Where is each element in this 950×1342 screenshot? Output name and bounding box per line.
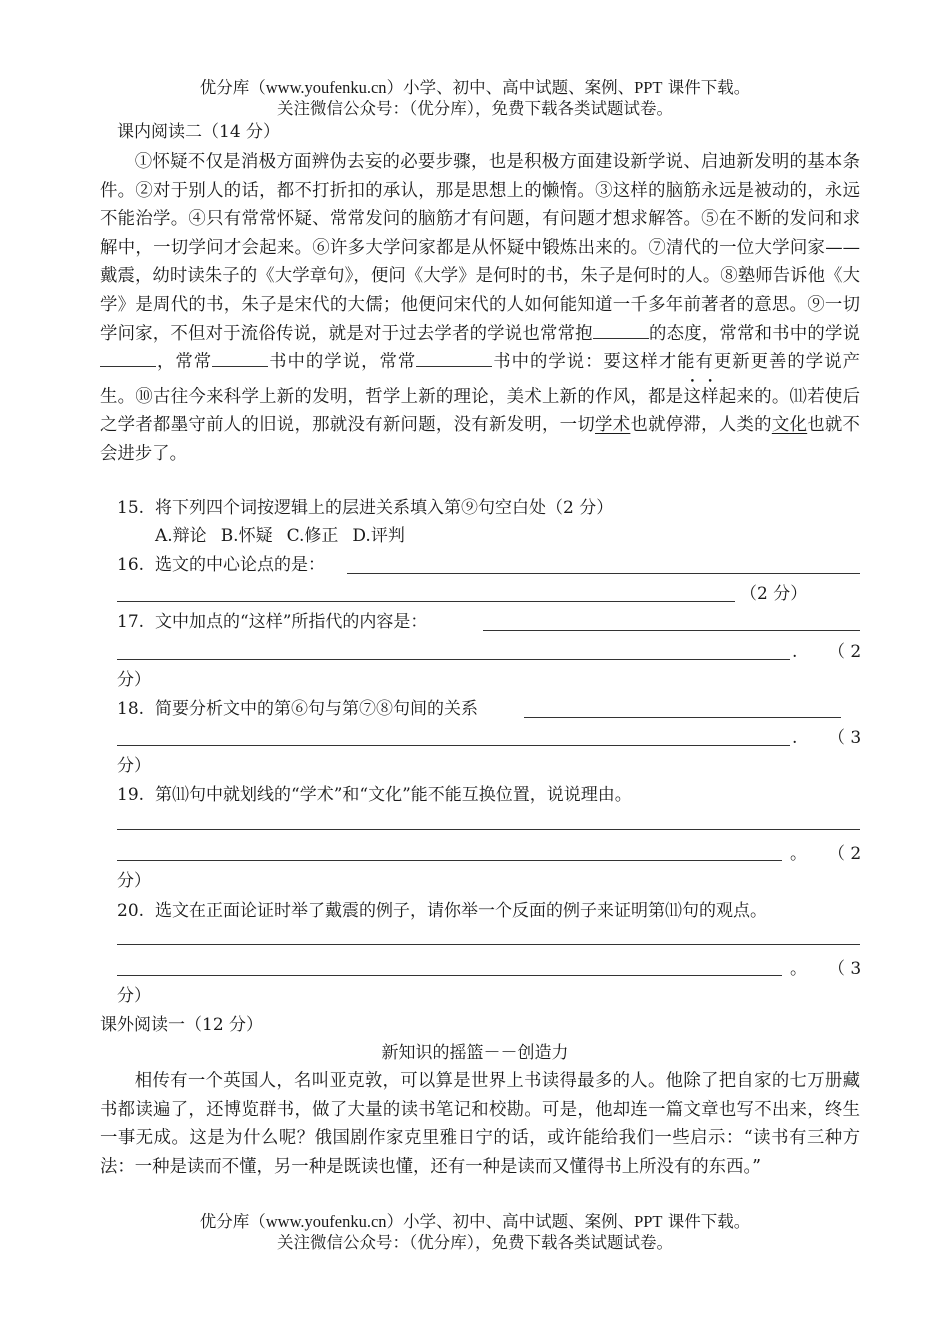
article-paragraph: 相传有一个英国人，名叫亚克敦，可以算是世界上书读得最多的人。他除了把自家的七万册藏书都读遍了，还博览群书，做了大量的读书笔记和校勘。可是，他却连一篇文章也写不出来，终生一事无成。这是为什么呢？俄国剧作家克里雅日宁的话，或许能给我们一些启示：“读书有三种方法：一种是读而不懂，另一种是既读也懂，还有一种是读而又懂得书上所没有的东西。” [100,1071,860,1177]
fill-blank [212,350,268,367]
question-number: 18. [117,699,145,719]
section-title: 课外阅读一（12 分） [100,1015,264,1035]
option-a: A.辩论 [155,526,207,546]
question-18 [117,695,478,723]
footer-url: www.youfenku.cn [265,1212,387,1231]
passage-text: ，常常 [156,352,213,373]
fill-blank [416,350,492,367]
question-16 [117,551,325,579]
line-end: 。 [790,844,807,864]
question-number: 16. [117,555,145,575]
score-label: （ 2 [828,642,862,662]
answer-line[interactable] [117,829,860,830]
option-c: C.修正 [286,526,339,546]
question-text: 文中加点的“这样”所指代的内容是： [155,612,428,632]
header-text: 优分库（ [199,78,266,97]
score-label: （ 3 [828,959,862,979]
passage-text: 也就不会进步了。 [100,415,860,464]
answer-line[interactable] [524,717,841,718]
question-text: 将下列四个词按逻辑上的层进关系填入第⑨句空白处（2 分） [155,498,614,518]
score-label: （2 分） [740,584,808,604]
question-20 [117,897,767,925]
passage-text: 也就停滞，人类的 [630,415,772,436]
passage-text: 书中的学说，常常 [268,352,417,373]
answer-line[interactable] [117,659,790,660]
question-15 [117,494,613,522]
header-line-1 [0,77,950,98]
header-url: www.youfenku.cn [265,78,387,97]
passage-text: 起来的。⑾若使后之学者都墨守前人的旧说，那就没有新问题，没有新发明，一切 [100,386,860,436]
fill-blank [593,322,649,339]
question-number: 15. [117,498,145,518]
question-number: 19. [117,785,145,805]
question-text: 选文的中心论点的是： [155,555,325,575]
dotted-word: 这样 [683,386,719,407]
footer-text: PPT [634,1212,663,1231]
line-end: . [792,642,798,662]
header-text: ）小学、初中、高中试题、案例、 [386,78,635,97]
question-17 [117,608,427,636]
question-19 [117,781,632,809]
score-label: 分） [117,670,151,690]
footer-text: 课件下载。 [662,1212,751,1231]
question-number: 17. [117,612,145,632]
question-text: 第⑾句中就划线的“学术”和“文化”能不能互换位置，说说理由。 [155,785,632,805]
underlined-word: 文化 [771,415,808,436]
reading-passage [100,148,860,469]
option-d: D.评判 [352,526,405,546]
q15-options [155,522,419,550]
score-label: （ 2 [828,844,862,864]
option-b: B.怀疑 [220,526,273,546]
line-end: 。 [790,959,807,979]
answer-line[interactable] [483,630,860,631]
answer-line[interactable] [117,745,790,746]
score-label: （ 3 [828,728,862,748]
line-end: . [792,728,798,748]
answer-line[interactable] [347,573,860,574]
question-text: 选文在正面论证时举了戴震的例子，请你举一个反面的例子来证明第⑾句的观点。 [155,901,767,921]
answer-line[interactable] [117,944,860,945]
passage-text: 的态度，常常和书中的学说 [648,323,860,344]
section-title: 课内阅读二（14 分） [117,122,281,142]
question-number: 20. [117,901,145,921]
passage-text: ①怀疑不仅是消极方面辨伪去妄的必要步骤，也是积极方面建设新学说、启迪新发明的基本条件。②对于别人的话，都不打折扣的承认，那是思想上的懒惰。③这样的脑筋永远是被动的，永远不能治学。④只有常常怀疑、常常发问的脑筋才有问题，有问题才想求解答。⑤在不断的发问和求解中，一切学问才会起来。⑥许多大学问家都是从怀疑中锻炼出来的。⑦清代的一位大学问家——戴震，幼时读朱子的《大学章句》，便问《大学》是何时的书，朱子是何时的人。⑧塾师告诉他《大学》是周代的书，朱子是宋代的大儒；他便问宋代的人如何能知道一千多年前著者的意思。⑨一切学问家，不但对于流俗传说，就是对于过去学者的学说也常常抱 [100,152,860,344]
footer-text: 优分库（ [199,1212,266,1231]
score-label: 分） [117,871,151,891]
answer-line[interactable] [117,860,782,861]
answer-line[interactable] [117,975,782,976]
fill-blank [100,350,156,367]
article-title: 新知识的摇篮－－创造力 [381,1043,569,1063]
score-label: 分） [117,756,151,776]
header-line-2: 关注微信公众号：（优分库），免费下载各类试题试卷。 [277,99,673,118]
score-label: 分） [117,986,151,1006]
passage-text: 书中的学说：要这样才能有更新更善的学说产生。⑩古往今来科学上新的发明，哲学上新的理论，美术上新的作风，都是 [100,352,860,407]
footer-line-1 [0,1211,950,1232]
footer-line-2: 关注微信公众号：（优分库），免费下载各类试题试卷。 [277,1233,673,1252]
answer-line[interactable] [117,601,735,602]
underlined-word: 学术 [595,415,631,436]
question-text: 简要分析文中的第⑥句与第⑦⑧句间的关系 [155,699,478,719]
header-text: 课件下载。 [662,78,751,97]
header-text: PPT [634,78,663,97]
footer-text: ）小学、初中、高中试题、案例、 [386,1212,635,1231]
